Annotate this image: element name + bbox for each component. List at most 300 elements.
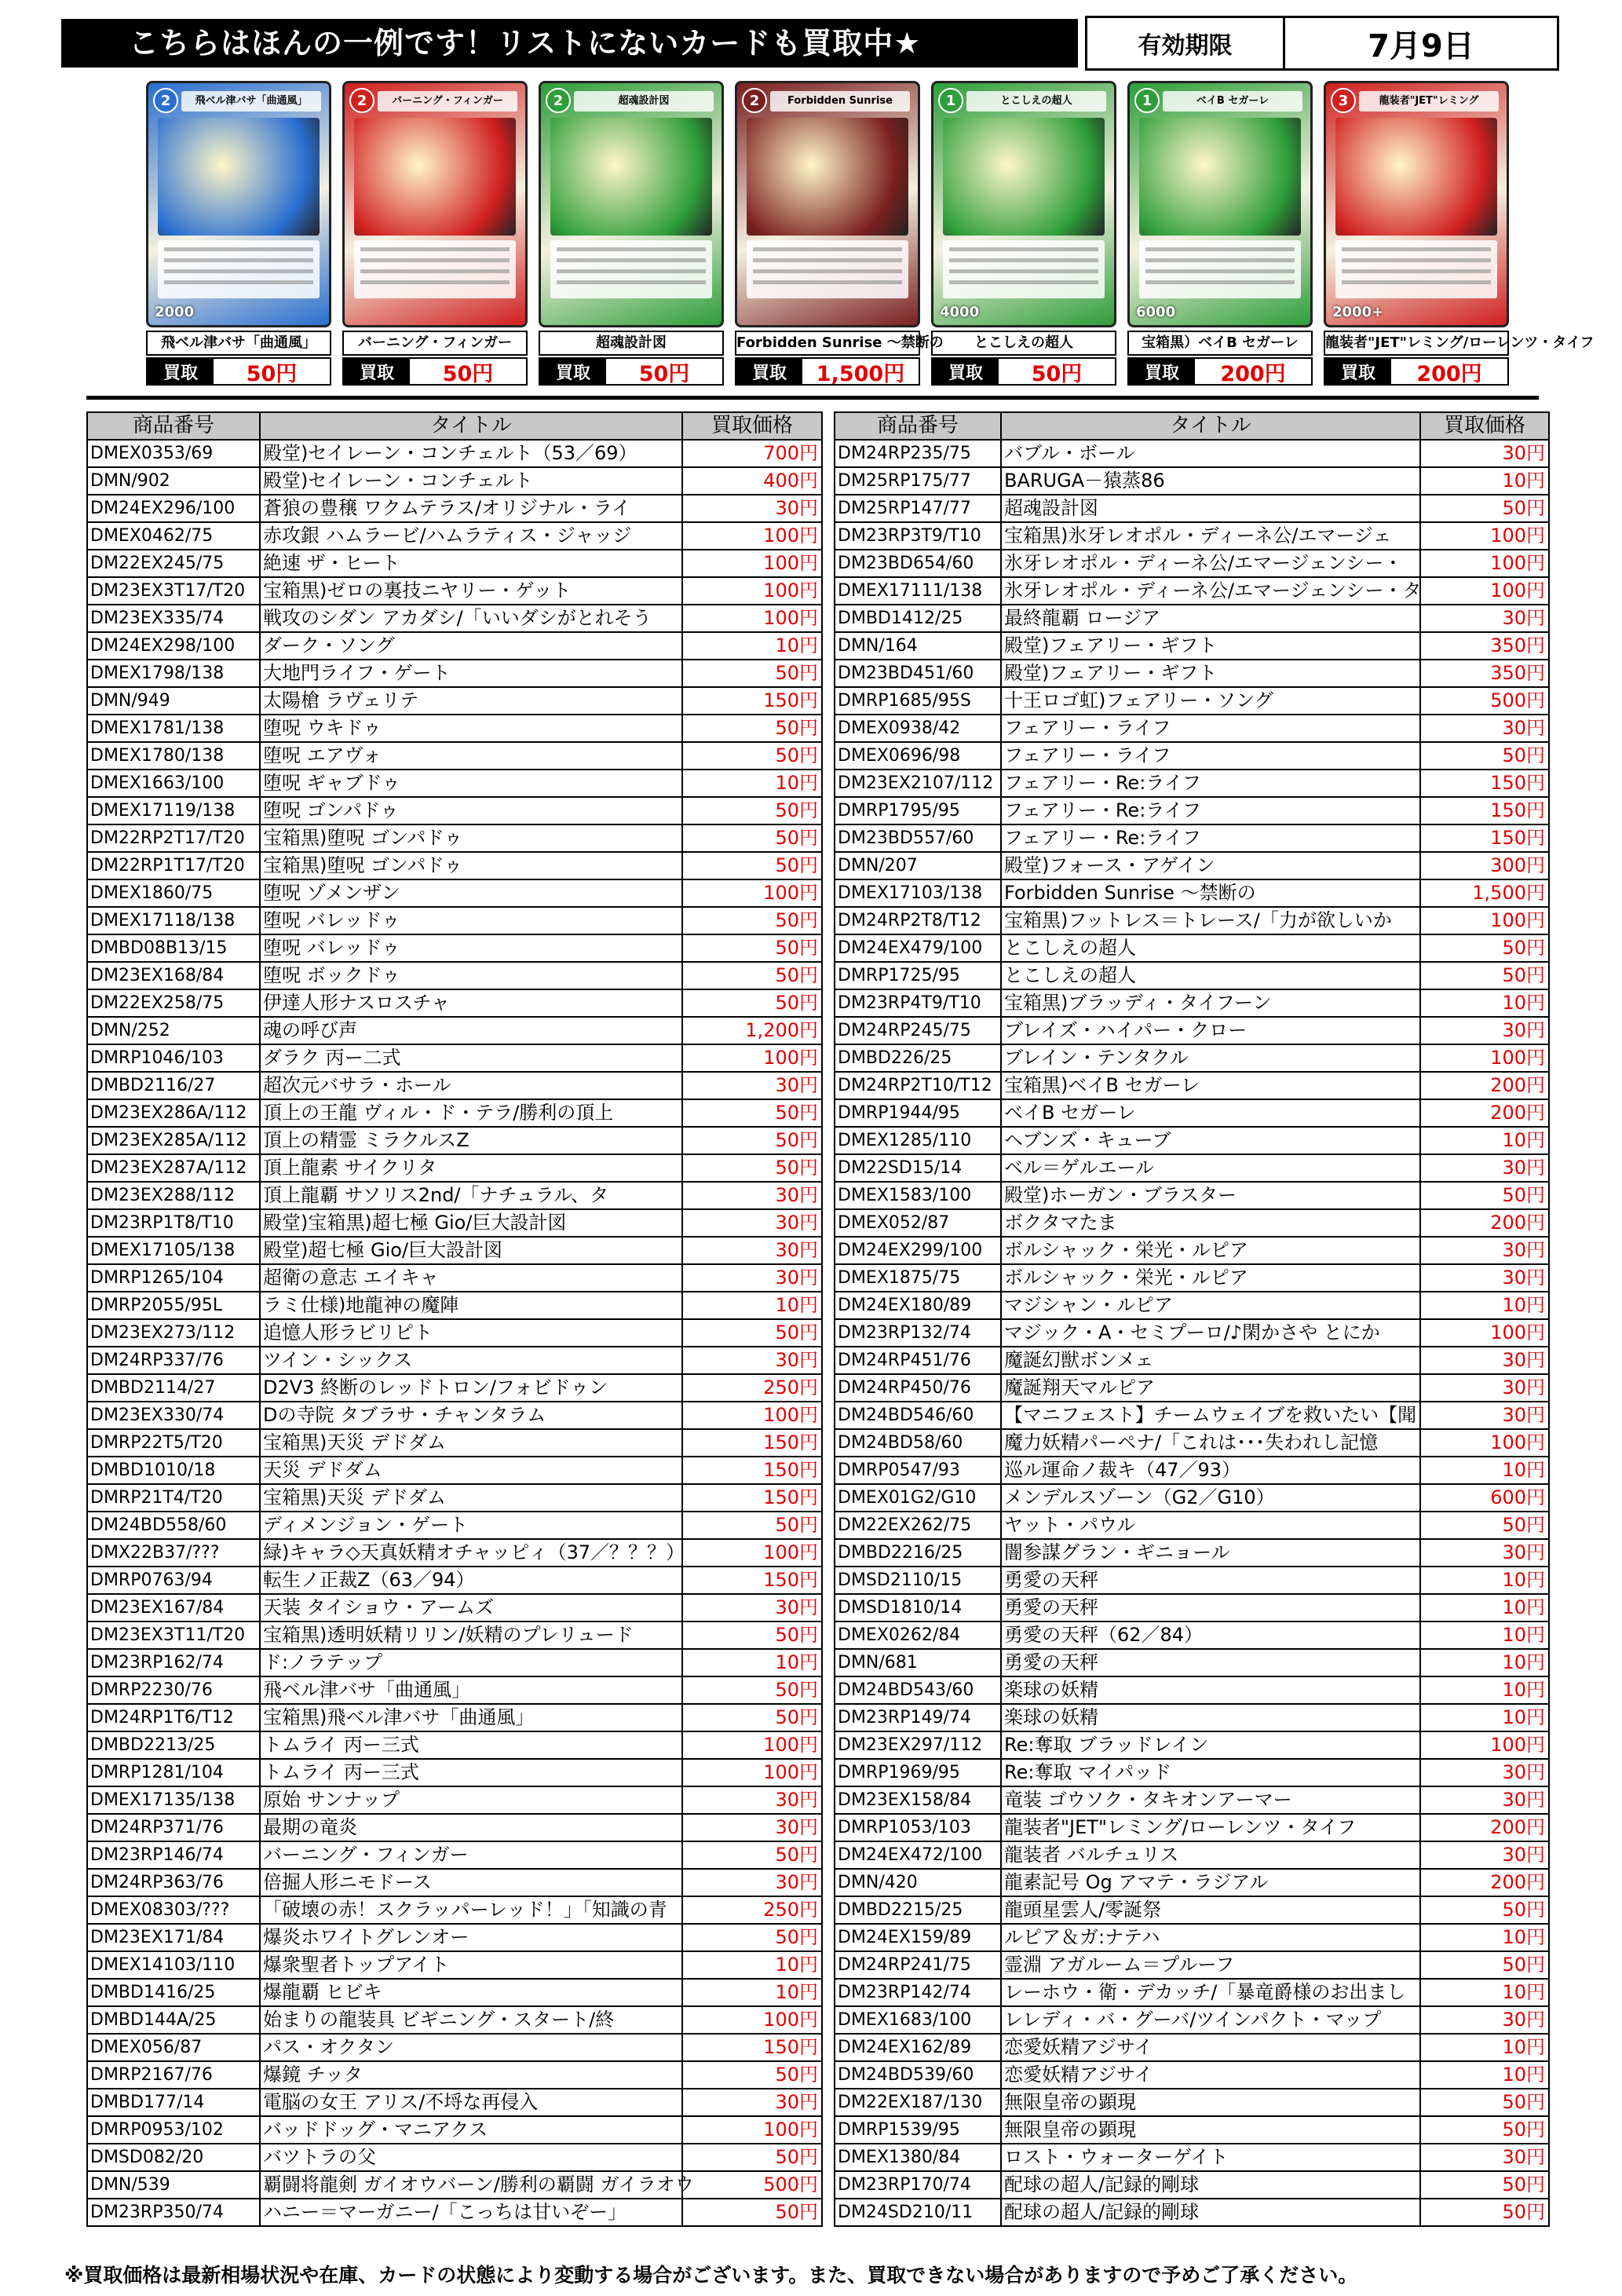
card-title: 超衛の意志 エイキャ <box>260 1264 682 1292</box>
buy-price: 50円 <box>682 934 822 962</box>
card-title: 氷牙レオポル・ディーネ公/エマージェンシー・ <box>1001 550 1420 577</box>
featured-card <box>342 81 528 387</box>
product-code: DM24EX299/100 <box>835 1237 1001 1264</box>
table-row <box>835 852 1549 879</box>
table-row <box>835 1072 1549 1099</box>
card-title: ブレイズ・ハイパー・クロー <box>1001 1017 1420 1044</box>
card-title: 追憶人形ラビリピト <box>260 1319 682 1347</box>
card-caption: 龍装者"JET"レミング/ローレンツ・タイフ <box>1324 331 1509 356</box>
card-title: 殿堂)セイレーン・コンチェルト <box>260 467 682 495</box>
card-cost: 2 <box>546 88 571 113</box>
table-row <box>835 1154 1549 1182</box>
product-code: DMRP1053/103 <box>835 1814 1001 1841</box>
table-row <box>835 934 1549 962</box>
card-title: ダーク・ソング <box>260 632 682 660</box>
featured-card <box>931 81 1116 387</box>
buy-price: 50円 <box>682 852 822 879</box>
featured-card <box>1127 81 1313 387</box>
buy-price: 100円 <box>682 2006 822 2034</box>
card-name: バーニング・フィンガー <box>378 91 517 112</box>
card-title: 宝箱黒)フットレス＝トレース/「力が欲しいか <box>1001 907 1420 934</box>
buy-price: 30円 <box>1420 715 1549 742</box>
card-name: とこしえの超人 <box>966 91 1106 112</box>
product-code: DM24BD558/60 <box>87 1512 260 1539</box>
product-code: DM25RP147/77 <box>835 495 1001 522</box>
product-code: DMX22B37/??? <box>87 1539 260 1567</box>
buy-price: 50円 <box>682 824 822 852</box>
product-code: DM24EX296/100 <box>87 495 260 522</box>
product-code: DMN/164 <box>835 632 1001 660</box>
product-code: DMRP0547/93 <box>835 1457 1001 1484</box>
table-row <box>835 1841 1549 1869</box>
product-code: DM24RP2T8/T12 <box>835 907 1001 934</box>
table-row <box>87 1759 822 1786</box>
card-image <box>1324 81 1509 327</box>
buy-price: 10円 <box>1420 1924 1549 1951</box>
buy-price: 50円 <box>682 715 822 742</box>
buy-price: 150円 <box>682 1457 822 1484</box>
product-code: DM23EX2107/112 <box>835 770 1001 797</box>
product-code: DM24EX162/89 <box>835 2034 1001 2061</box>
card-text-box <box>1335 240 1497 298</box>
product-code: DMRP2055/95L <box>87 1292 260 1319</box>
card-artwork <box>1335 118 1497 236</box>
table-row <box>835 1567 1549 1594</box>
table-row <box>87 1841 822 1869</box>
card-artwork <box>354 118 516 236</box>
table-row <box>87 1044 822 1072</box>
card-title: 頂上龍覇 サソリス2nd/「ナチュラル、タ <box>260 1182 682 1209</box>
product-code: DMEX1663/100 <box>87 770 260 797</box>
card-title: 恋愛妖精アジサイ <box>1001 2034 1420 2061</box>
product-code: DM23RP1T8/T10 <box>87 1209 260 1237</box>
table-row <box>835 1924 1549 1951</box>
product-code: DMRP1046/103 <box>87 1044 260 1072</box>
table-row <box>835 1951 1549 1979</box>
buy-price: 10円 <box>1420 1127 1549 1154</box>
buy-price: 50円 <box>682 1621 822 1649</box>
buy-price: 50円 <box>1420 2199 1549 2226</box>
card-text-box <box>747 240 908 298</box>
card-title: Re:奪取 ブラッドレイン <box>1001 1731 1420 1759</box>
card-title: 「破壊の赤！スクラッパーレッド！」「知識の青 <box>260 1896 682 1924</box>
card-text-box <box>550 240 712 298</box>
buy-price: 50円 <box>682 1099 822 1127</box>
product-code: DMRP1725/95 <box>835 962 1001 989</box>
product-code: DM22EX262/75 <box>835 1512 1001 1539</box>
title-header: タイトル <box>260 412 682 440</box>
product-code: DM23EX167/84 <box>87 1594 260 1621</box>
card-title: ダラク 丙ー二式 <box>260 1044 682 1072</box>
buy-price: 50円 <box>1420 1896 1549 1924</box>
card-title: バツトラの父 <box>260 2144 682 2171</box>
card-title: 天災 デドダム <box>260 1457 682 1484</box>
card-title: ディメンジョン・ゲート <box>260 1512 682 1539</box>
product-code: DM24EX479/100 <box>835 934 1001 962</box>
buy-price: 100円 <box>1420 1429 1549 1457</box>
product-code: DMRP1944/95 <box>835 1099 1001 1127</box>
product-code: DM24RP2T10/T12 <box>835 1072 1001 1099</box>
featured-card <box>1324 81 1595 387</box>
table-row <box>87 2144 822 2171</box>
card-title: 赤攻銀 ハムラービ/ハムラティス・ジャッジ <box>260 522 682 550</box>
table-row <box>87 1017 822 1044</box>
product-code: DMEX01G2/G10 <box>835 1484 1001 1512</box>
product-code: DMRP0953/102 <box>87 2116 260 2144</box>
product-code: DM22EX187/130 <box>835 2089 1001 2116</box>
card-title: ルピア＆ガ:ナテハ <box>1001 1924 1420 1951</box>
card-title: 堕呪 ウキドゥ <box>260 715 682 742</box>
buy-price: 50円 <box>682 2199 822 2226</box>
card-title: 超次元バサラ・ホール <box>260 1072 682 1099</box>
product-code: DM22RP1T17/T20 <box>87 852 260 879</box>
buy-price: 30円 <box>682 1814 822 1841</box>
table-row <box>87 1814 822 1841</box>
card-title: 魔誕翔天マルピア <box>1001 1374 1420 1402</box>
card-title: 氷牙レオポル・ディーネ公/エマージェンシー・タ <box>1001 577 1420 605</box>
table-row <box>835 1044 1549 1072</box>
card-title: 最終龍覇 ロージア <box>1001 605 1420 632</box>
buy-price: 100円 <box>682 605 822 632</box>
buy-price: 100円 <box>1420 522 1549 550</box>
buy-price: 30円 <box>1420 1402 1549 1429</box>
card-title: とこしえの超人 <box>1001 934 1420 962</box>
buy-price: 50円 <box>1420 1951 1549 1979</box>
card-title: 宝箱黒)飛ベル津バサ「曲通風」 <box>260 1704 682 1731</box>
buy-price: 100円 <box>1420 1319 1549 1347</box>
card-image <box>735 81 920 327</box>
card-cost: 2 <box>153 88 178 113</box>
card-price: 50円 <box>1031 361 1083 386</box>
card-text-box <box>354 240 516 298</box>
table-row <box>835 2171 1549 2199</box>
card-title: D2V3 終断のレッドトロン/フォビドゥン <box>260 1374 682 1402</box>
product-code: DM23RP146/74 <box>87 1841 260 1869</box>
buy-price: 700円 <box>682 440 822 467</box>
expiry-date: 7月9日 <box>1368 27 1474 64</box>
card-artwork <box>158 118 320 236</box>
card-name: 龍装者"JET"レミング <box>1359 91 1499 112</box>
table-row <box>835 879 1549 907</box>
product-code: DM25RP175/77 <box>835 467 1001 495</box>
buy-price: 100円 <box>1420 907 1549 934</box>
buy-price: 50円 <box>682 2061 822 2089</box>
buy-price: 30円 <box>1420 605 1549 632</box>
buy-price: 30円 <box>682 1869 822 1896</box>
card-title: パス・オクタン <box>260 2034 682 2061</box>
buy-price: 600円 <box>1420 1484 1549 1512</box>
card-title: BARUGA－猿蒸86 <box>1001 467 1420 495</box>
product-code: DM23EX287A/112 <box>87 1154 260 1182</box>
card-buy-price <box>539 357 724 386</box>
card-title: 堕呪 ゴンパドゥ <box>260 797 682 824</box>
table-row <box>835 989 1549 1017</box>
table-row <box>835 2116 1549 2144</box>
product-code: DM24RP245/75 <box>835 1017 1001 1044</box>
product-code: DM23EX330/74 <box>87 1402 260 1429</box>
product-code: DMEX17135/138 <box>87 1786 260 1814</box>
card-title: 殿堂)超七極 Gio/巨大設計図 <box>260 1237 682 1264</box>
product-code: DM23EX286A/112 <box>87 1099 260 1127</box>
header <box>61 16 1559 71</box>
table-row <box>87 550 822 577</box>
card-title: 大地門ライフ・ゲート <box>260 660 682 687</box>
table-row <box>835 1512 1549 1539</box>
card-title: 爆龍覇 ヒビキ <box>260 1979 682 2006</box>
product-code: DMBD177/14 <box>87 2089 260 2116</box>
product-code: DM24SD210/11 <box>835 2199 1001 2226</box>
buy-price: 30円 <box>1420 1539 1549 1567</box>
table-row <box>835 1017 1549 1044</box>
product-code: DMRP1795/95 <box>835 797 1001 824</box>
product-code: DM24EX159/89 <box>835 1924 1001 1951</box>
product-code: DM23EX171/84 <box>87 1924 260 1951</box>
buy-price: 50円 <box>1420 495 1549 522</box>
buy-price: 30円 <box>1420 2144 1549 2171</box>
table-row <box>87 1649 822 1676</box>
table-row <box>835 797 1549 824</box>
buy-price: 200円 <box>1420 1869 1549 1896</box>
buy-price: 350円 <box>1420 660 1549 687</box>
product-code: DMBD2213/25 <box>87 1731 260 1759</box>
product-code: DMBD144A/25 <box>87 2006 260 2034</box>
buy-price: 50円 <box>1420 1512 1549 1539</box>
buy-label: 買取 <box>148 359 214 384</box>
card-title: 恋愛妖精アジサイ <box>1001 2061 1420 2089</box>
product-code: DMEX08303/??? <box>87 1896 260 1924</box>
card-title: ベイB セガーレ <box>1001 1099 1420 1127</box>
card-title: 飛ベル津バサ「曲通風」 <box>260 1676 682 1704</box>
card-title: ロスト・ウォーターゲイト <box>1001 2144 1420 2171</box>
table-row <box>87 1979 822 2006</box>
product-code: DMN/681 <box>835 1649 1001 1676</box>
table-row <box>835 2061 1549 2089</box>
product-code: DMEX1583/100 <box>835 1182 1001 1209</box>
card-price: 50円 <box>442 361 494 386</box>
buy-price: 100円 <box>682 522 822 550</box>
table-row <box>87 1072 822 1099</box>
buy-price: 30円 <box>682 1264 822 1292</box>
product-code: DMEX052/87 <box>835 1209 1001 1237</box>
card-title: 転生ノ正裁Z（63／94） <box>260 1567 682 1594</box>
buy-price: 100円 <box>682 879 822 907</box>
card-text-box <box>1139 240 1301 298</box>
product-code: DMSD082/20 <box>87 2144 260 2171</box>
card-artwork <box>550 118 712 236</box>
card-title: 魂の呼び声 <box>260 1017 682 1044</box>
buy-price: 100円 <box>682 577 822 605</box>
featured-card <box>539 81 724 387</box>
product-code: DMEX1860/75 <box>87 879 260 907</box>
buy-price: 50円 <box>1420 2089 1549 2116</box>
buy-price: 30円 <box>682 1594 822 1621</box>
card-title: とこしえの超人 <box>1001 962 1420 989</box>
table-row <box>835 1649 1549 1676</box>
card-title: トムライ 丙ー三式 <box>260 1759 682 1786</box>
card-title: 殿堂)ホーガン・ブラスター <box>1001 1182 1420 1209</box>
product-code: DM24RP371/76 <box>87 1814 260 1841</box>
product-code: DMEX1683/100 <box>835 2006 1001 2034</box>
table-row <box>835 1786 1549 1814</box>
table-row <box>87 2061 822 2089</box>
buy-price: 150円 <box>682 1567 822 1594</box>
card-title: 太陽槍 ラヴェリテ <box>260 687 682 715</box>
card-title: 龍装者 バルチュリス <box>1001 1841 1420 1869</box>
table-row <box>87 467 822 495</box>
product-code: DMEX17118/138 <box>87 907 260 934</box>
card-title: トムライ 丙ー三式 <box>260 1731 682 1759</box>
buy-price: 50円 <box>682 1841 822 1869</box>
code-header: 商品番号 <box>835 412 1001 440</box>
product-code: DMBD226/25 <box>835 1044 1001 1072</box>
product-code: DM23EX273/112 <box>87 1319 260 1347</box>
table-row <box>87 1182 822 1209</box>
product-code: DMN/252 <box>87 1017 260 1044</box>
table-row <box>835 1182 1549 1209</box>
product-code: DMEX1781/138 <box>87 715 260 742</box>
buy-price: 30円 <box>682 495 822 522</box>
card-title: フェアリー・ライフ <box>1001 742 1420 770</box>
table-row <box>835 440 1549 467</box>
table-row <box>87 852 822 879</box>
buy-price: 100円 <box>682 550 822 577</box>
card-caption: とこしえの超人 <box>931 331 1116 356</box>
buy-price: 200円 <box>1420 1099 1549 1127</box>
table-header-row <box>835 412 1549 440</box>
table-row <box>87 2199 822 2226</box>
product-code: DMRP22T5/T20 <box>87 1429 260 1457</box>
buy-price: 10円 <box>1420 1979 1549 2006</box>
buy-price: 50円 <box>1420 742 1549 770</box>
card-title: 堕呪 バレッドゥ <box>260 907 682 934</box>
card-title: メンデルスゾーン（G2／G10） <box>1001 1484 1420 1512</box>
product-code: DM23RP3T9/T10 <box>835 522 1001 550</box>
product-code: DMEX17103/138 <box>835 879 1001 907</box>
table-row <box>87 1319 822 1347</box>
card-cost: 3 <box>1331 88 1356 113</box>
table-row <box>87 1704 822 1731</box>
buy-price: 50円 <box>1420 934 1549 962</box>
card-title: マジック・A・セミプーロ/♪閑かさや とにか <box>1001 1319 1420 1347</box>
card-title: 超魂設計図 <box>1001 495 1420 522</box>
card-title: 殿堂)フェアリー・ギフト <box>1001 660 1420 687</box>
card-price: 200円 <box>1416 361 1482 386</box>
card-price: 50円 <box>246 361 298 386</box>
card-caption: 超魂設計図 <box>539 331 724 356</box>
expiry-box <box>1085 16 1559 71</box>
card-title: 伊達人形ナスロスチャ <box>260 989 682 1017</box>
product-code: DM24EX298/100 <box>87 632 260 660</box>
table-row <box>87 715 822 742</box>
buy-price: 200円 <box>1420 1072 1549 1099</box>
buy-price: 250円 <box>682 1896 822 1924</box>
buy-price: 100円 <box>682 1402 822 1429</box>
product-code: DMEX17111/138 <box>835 577 1001 605</box>
card-title: バーニング・フィンガー <box>260 1841 682 1869</box>
card-title: 勇愛の天秤 <box>1001 1567 1420 1594</box>
product-code: DMBD1412/25 <box>835 605 1001 632</box>
card-title: ハニー＝マーガニー/「こっちは甘いぞー」 <box>260 2199 682 2226</box>
buy-price: 30円 <box>682 2089 822 2116</box>
card-text-box <box>158 240 320 298</box>
table-row <box>835 1484 1549 1512</box>
table-row <box>835 1621 1549 1649</box>
product-code: DMEX056/87 <box>87 2034 260 2061</box>
table-row <box>835 1676 1549 1704</box>
card-title: Re:奪取 マイパッド <box>1001 1759 1420 1786</box>
buy-label: 買取 <box>344 359 410 384</box>
card-title: 電脳の女王 アリス/不埒な再侵入 <box>260 2089 682 2116</box>
product-code: DM23RP142/74 <box>835 1979 1001 2006</box>
buy-price: 100円 <box>682 1539 822 1567</box>
buy-price: 30円 <box>1420 1786 1549 1814</box>
product-code: DMSD2110/15 <box>835 1567 1001 1594</box>
card-title: 勇愛の天秤 <box>1001 1649 1420 1676</box>
table-row <box>87 1209 822 1237</box>
card-title: ラミ仕様)地龍神の魔陣 <box>260 1292 682 1319</box>
table-row <box>835 660 1549 687</box>
product-code: DMN/539 <box>87 2171 260 2199</box>
table-row <box>835 770 1549 797</box>
table-row <box>87 1567 822 1594</box>
card-title: 無限皇帝の顕現 <box>1001 2089 1420 2116</box>
card-title: 勇愛の天秤 <box>1001 1594 1420 1621</box>
product-code: DM24BD539/60 <box>835 2061 1001 2089</box>
table-row <box>835 1539 1549 1567</box>
table-row <box>87 2089 822 2116</box>
product-code: DM23RP132/74 <box>835 1319 1001 1347</box>
card-caption: 宝箱黒）ベイB セガーレ <box>1127 331 1313 356</box>
product-code: DMRP1539/95 <box>835 2116 1001 2144</box>
card-title: 最期の竜炎 <box>260 1814 682 1841</box>
featured-card <box>735 81 944 387</box>
product-code: DM23EX297/112 <box>835 1731 1001 1759</box>
table-row <box>835 1759 1549 1786</box>
table-row <box>835 907 1549 934</box>
card-artwork <box>943 118 1105 236</box>
buy-price: 10円 <box>1420 1649 1549 1676</box>
buy-label: 買取 <box>736 359 802 384</box>
divider <box>86 396 1539 400</box>
card-title: フェアリー・Re:ライフ <box>1001 797 1420 824</box>
buy-price: 10円 <box>1420 989 1549 1017</box>
card-image <box>539 81 724 327</box>
card-title: 覇闘将龍剣 ガイオウバーン/勝利の覇闘 ガイラオウ <box>260 2171 682 2199</box>
buy-price: 30円 <box>682 1209 822 1237</box>
buy-price: 100円 <box>682 1731 822 1759</box>
table-row <box>835 962 1549 989</box>
buy-price: 30円 <box>1420 2006 1549 2034</box>
card-title: 配球の超人/記録的剛球 <box>1001 2199 1420 2226</box>
buy-price: 30円 <box>1420 1154 1549 1182</box>
table-row <box>835 1127 1549 1154</box>
card-price: 50円 <box>638 361 690 386</box>
buy-price: 1,500円 <box>1420 879 1549 907</box>
product-code: DM24BD58/60 <box>835 1429 1001 1457</box>
card-buy-price <box>1324 357 1509 386</box>
buy-price: 200円 <box>1420 1209 1549 1237</box>
buy-price: 100円 <box>1420 577 1549 605</box>
buy-price: 10円 <box>1420 1457 1549 1484</box>
product-code: DMRP0763/94 <box>87 1567 260 1594</box>
table-row <box>835 2034 1549 2061</box>
product-code: DM24EX180/89 <box>835 1292 1001 1319</box>
table-row <box>87 1896 822 1924</box>
card-title: 蒼狼の豊穣 ワクムテラス/オリジナル・ライ <box>260 495 682 522</box>
table-row <box>835 1292 1549 1319</box>
product-code: DM24BD546/60 <box>835 1402 1001 1429</box>
table-row <box>87 2034 822 2061</box>
